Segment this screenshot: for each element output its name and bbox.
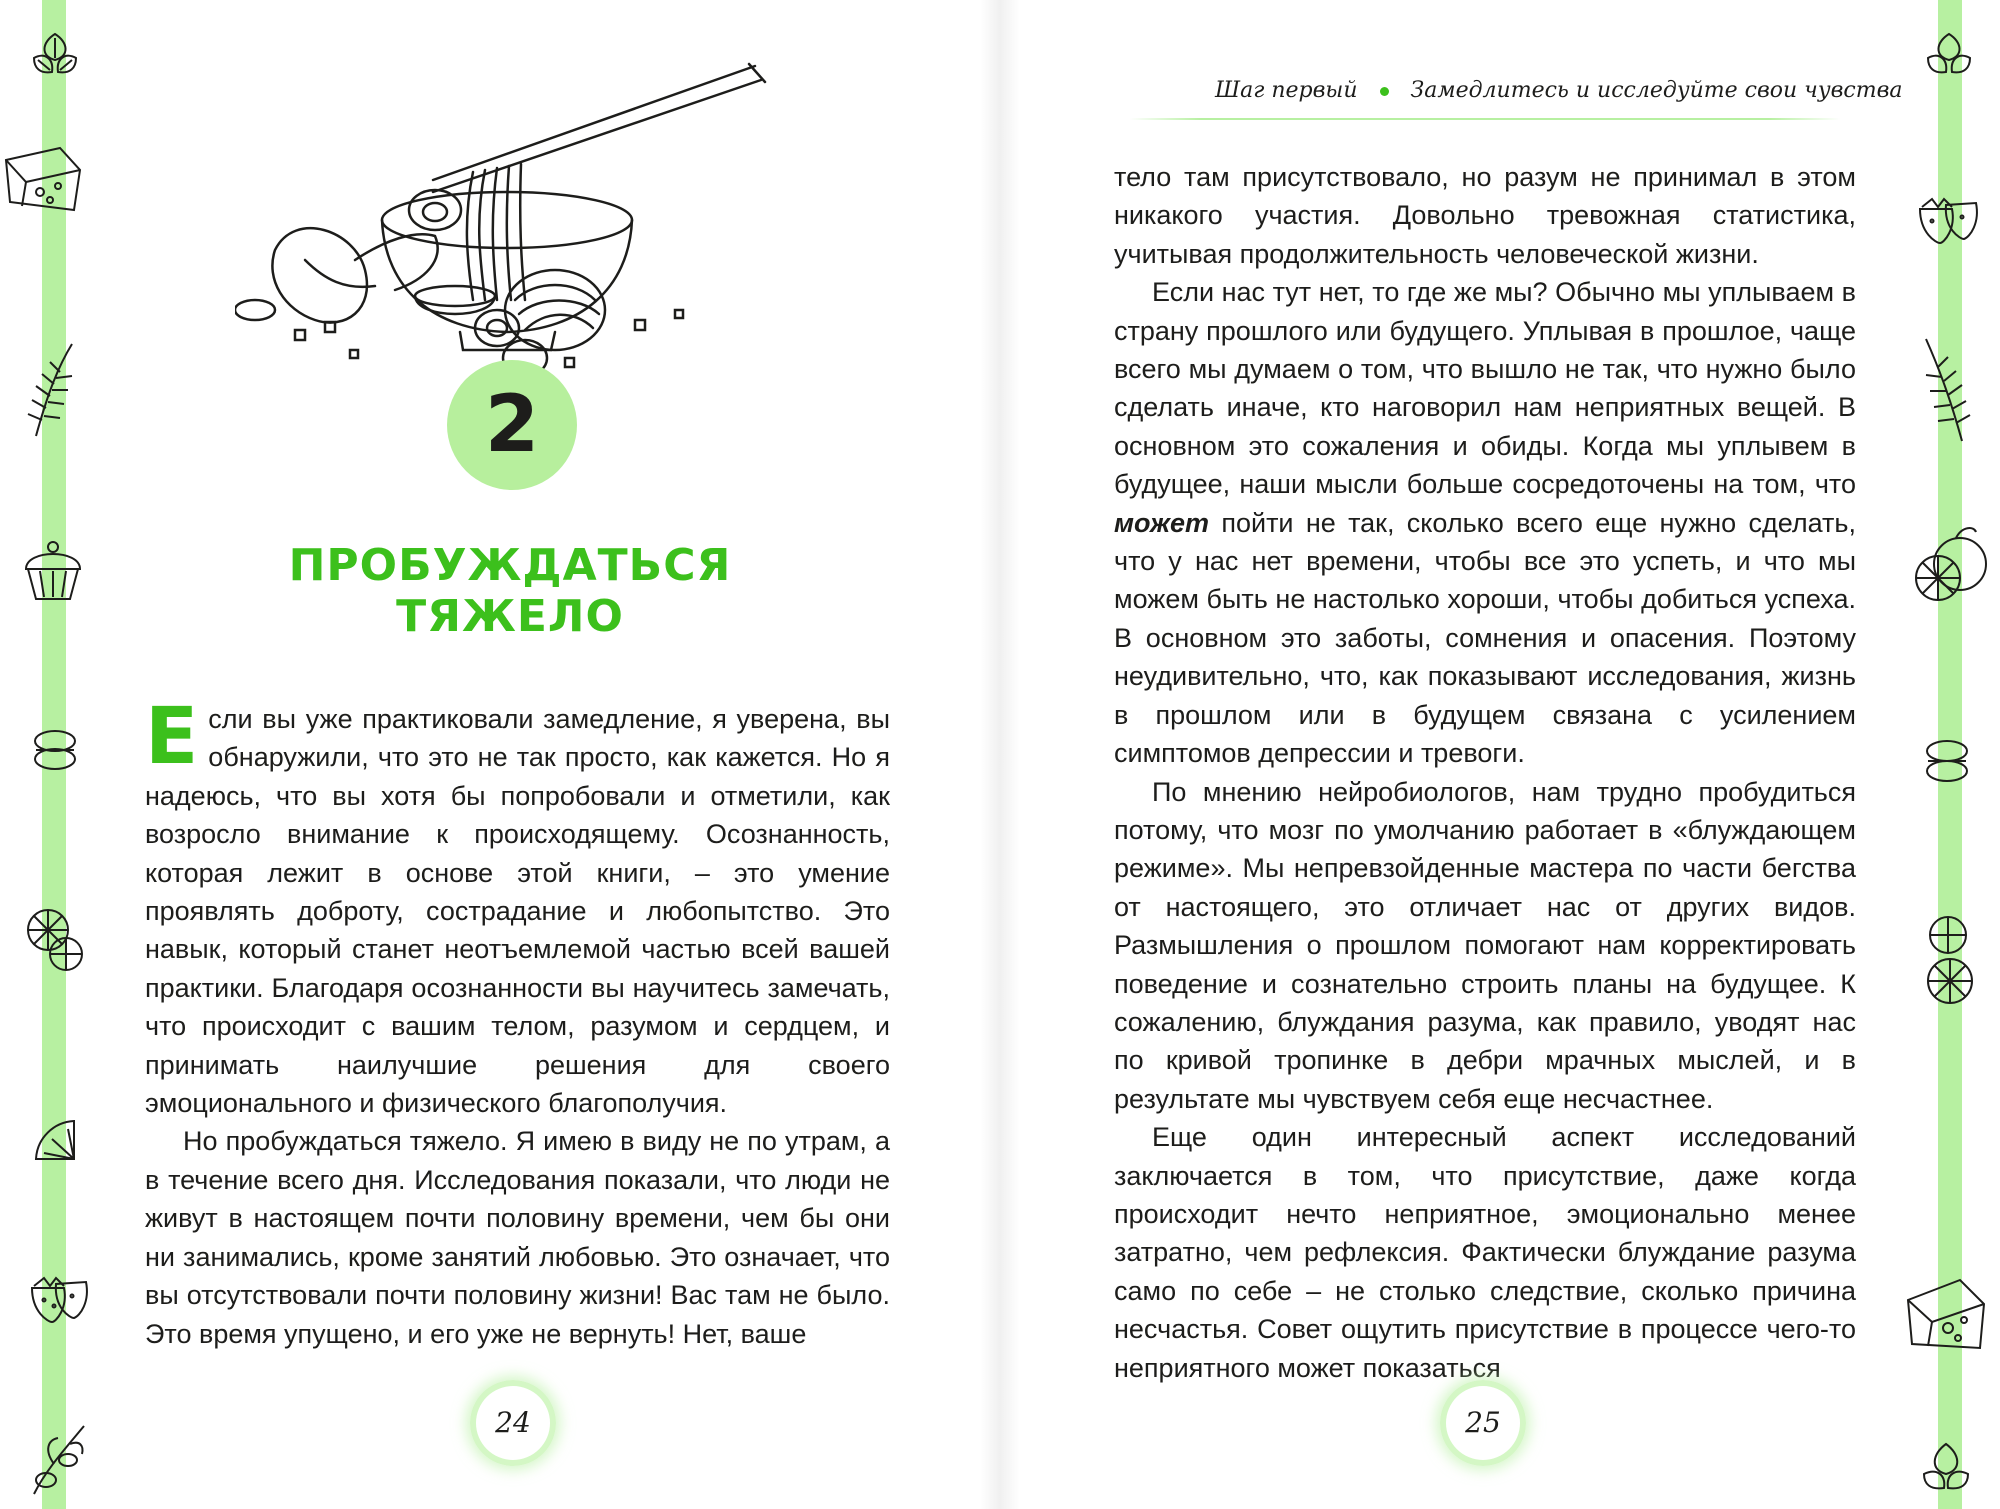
paragraph: [145, 692, 890, 1122]
ramen-bowl-illustration: [235, 60, 805, 390]
paragraph-text: пойти не так, сколько всего еще нужно сделать, что у нас нет времени, чтобы все это успеть, и что мы можем быть не настолько хороши, чтобы добиться успеха. В основном это заботы, сомнения и опасения. Поэтому неудивительно, что, как показывают исследования, жизнь в прошлом или в будущем связана с усилением симптомов депрессии и тревоги.: [1114, 507, 1856, 769]
page-gutter: [980, 0, 1020, 1509]
rosemary-sprig-icon: [1918, 335, 1978, 445]
paragraph: тело там присутствовало, но разум не принимал в этом никакого участия. Довольно тревожная статистика, учитывая продолжительность человеческой жизни.: [1114, 162, 1856, 269]
header-divider: [1130, 118, 1840, 120]
paragraph: По мнению нейробиологов, нам трудно пробудиться потому, что мозг по умолчанию работает в «блуждающем режиме». Мы непревзойденные мастера по части бегства от настоящего, это отличает нас от других видов. Размышления о прошлом помогают нам корректировать поведение и сознательно строить планы на будущее. К сожалению, блуждания разума, как правило, уводят нас по кривой тропинке в дебри мрачных мыслей, и в результате мы чувствуем себя еще несчастнее.: [1114, 776, 1856, 1114]
basil-leaves-icon: [28, 30, 82, 84]
cupcake-icon: [18, 535, 88, 605]
emphasis: может: [1114, 507, 1210, 538]
lime-slice-icon: [30, 1115, 80, 1165]
right-page-body: [1114, 158, 1856, 1387]
page-number-badge: [470, 1380, 556, 1466]
paragraph-text: сли вы уже практиковали замедление, я уверена, вы обнаружили, что это не так просто, как кажется. Но я надеюсь, что вы хотя бы попробовали и отметили, как возросло внимание к происходящему. Осознанность, которая лежит в основе этой книги, – это умение проявлять доброту, сострадание и любопытство. Это навык, который станет неотъемлемой частью всей вашей практики. Благодаря осознанности вы научитесь замечать, что происходит с вашим телом, разумом и сердцем, и принимать наилучшие решения для своего эмоционального и физического благополучия.: [145, 704, 890, 1119]
cheese-icon: [0, 140, 84, 220]
orange-icon: [1910, 520, 1990, 606]
lemon-slices-icon: [1914, 905, 1984, 1015]
chapter-title: ПРОБУЖДАТЬСЯ ТЯЖЕЛО: [288, 540, 732, 642]
strawberries-icon: [1912, 185, 1986, 251]
running-header-step: Шаг первый: [1215, 78, 1358, 103]
strawberries-icon: [24, 1260, 94, 1330]
lemon-slices-icon: [22, 900, 90, 980]
drop-cap: Е: [145, 692, 199, 782]
paragraph-text: Если нас тут нет, то где же мы? Обычно мы уплываем в страну прошлого или будущего. Уплывая в прошлое, чаще всего мы думаем о том, что вышло не так, что нужно было сделать иначе, кто наговорил нам неприятных вещей. В основном это сожаления и обиды. Когда мы уплывем в будущее, наши мысли больше сосредоточены на том, что: [1114, 277, 1856, 500]
rosemary-sprig-icon: [20, 340, 80, 440]
running-header: [1215, 78, 1903, 103]
macaron-icon: [30, 725, 80, 775]
paragraph: Еще один интересный аспект исследований заключается в том, что присутствие, даже когда происходит нечто неприятное, эмоционально менее затратно, чем рефлексия. Фактически блуждание разума само по себе – не столько следствие, сколько причина несчастья. Совет ощутить присутствие в процессе чего-то неприятного может показаться: [1114, 1122, 1856, 1383]
macaron-icon: [1922, 735, 1972, 789]
chapter-number: 2: [484, 380, 540, 470]
running-header-section: Замедлитесь и исследуйте свои чувства: [1410, 78, 1903, 103]
page-number-badge: [1440, 1380, 1526, 1466]
paragraph: Но пробуждаться тяжело. Я имею в виду не по утрам, а в течение всего дня. Исследования показали, что люди не живут в настоящем почти половину времени, чем бы они ни занимались, кроме занятий любовью. Это означает, что вы отсутствовали почти половину жизни! Вас там не было. Это время упущено, и его уже не вернуть! Нет, ваше: [145, 1126, 890, 1349]
bullet-dot-icon: [1380, 87, 1389, 96]
cheese-icon: [1900, 1270, 1990, 1360]
page-number: 24: [495, 1406, 531, 1439]
paragraph: [1114, 273, 1856, 772]
left-page-body: [145, 692, 890, 1353]
olive-branch-icon: [24, 1420, 90, 1500]
basil-leaves-icon: [1922, 30, 1976, 84]
basil-leaves-icon: [1916, 1440, 1976, 1500]
page-number: 25: [1465, 1406, 1501, 1439]
